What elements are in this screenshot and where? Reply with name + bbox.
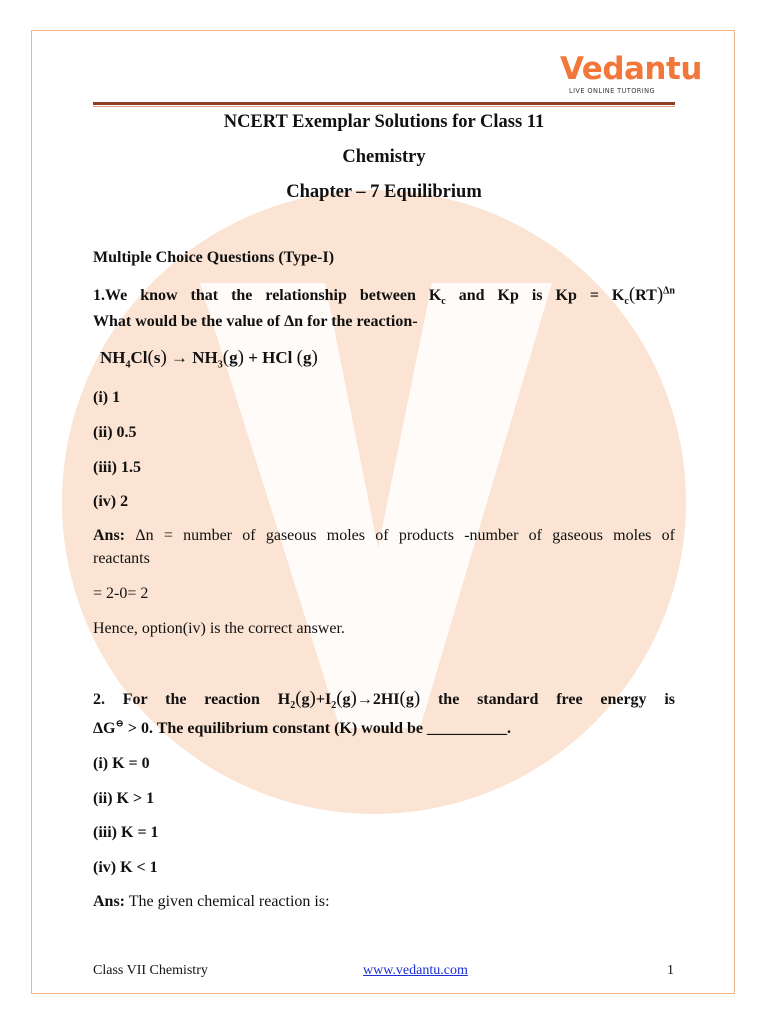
q1-kp: Kp xyxy=(497,287,519,304)
q2-answer-label: Ans: xyxy=(93,893,126,910)
subject-title: Chemistry xyxy=(342,147,426,167)
header-rule xyxy=(93,102,675,105)
q2-option-2: (ii) K > 1 xyxy=(93,790,155,807)
q1-reaction: $NH_4Cl(s) \to NH_3(g)$ + HCl (g) xyxy=(100,347,318,371)
q1-line1 xyxy=(93,284,675,307)
q2-reaction: $H_2(g)+I_2(g)\to 2HI(g)$ xyxy=(277,688,421,712)
q1-conclusion: Hence, option(iv) is the correct answer. xyxy=(93,620,345,637)
q1-and: and xyxy=(458,287,485,304)
q2-option-1: (i) K = 0 xyxy=(93,755,150,772)
q1-kc: $K_c$ xyxy=(428,287,446,308)
chapter-title: Chapter – 7 Equilibrium xyxy=(286,182,482,202)
logo-wordmark: Vedantu xyxy=(560,51,702,87)
q2-line1 xyxy=(93,688,675,711)
q1-line2: What would be the value of Δn for the reaction- xyxy=(93,313,418,330)
q2-line2: ΔG⊖ > 0. The equilibrium constant (K) would be __________. xyxy=(93,718,511,737)
logo-tagline: LIVE ONLINE TUTORING xyxy=(569,87,655,95)
q2-option-4: (iv) K < 1 xyxy=(93,859,158,876)
q1-answer-cont: reactants xyxy=(93,550,150,567)
footer-website-link[interactable]: www.vedantu.com xyxy=(363,963,468,978)
q1-answer xyxy=(93,525,675,547)
q1-option-4: (iv) 2 xyxy=(93,493,129,510)
section-heading: Multiple Choice Questions (Type-I) xyxy=(93,249,335,266)
vedantu-logo xyxy=(560,51,702,96)
q2-answer-text: The given chemical reaction is: xyxy=(128,893,330,910)
document-title: NCERT Exemplar Solutions for Class 11 xyxy=(223,112,545,132)
q1-lead-text: We know that the relationship between xyxy=(105,287,416,304)
q2-answer xyxy=(93,891,675,913)
reaction-arrow: → xyxy=(171,348,189,367)
q1-formula: $Kp = K_c(RT)^{\Delta n}$ xyxy=(555,284,675,308)
q1-calculation: = 2-0= 2 xyxy=(93,585,149,602)
page-number: 1 xyxy=(667,963,674,978)
q1-option-1: (i) 1 xyxy=(93,389,121,406)
q1-is: is xyxy=(531,287,543,304)
footer-left: Class VII Chemistry xyxy=(93,963,208,978)
header-rule-thin xyxy=(93,106,675,107)
q1-answer-label: Ans: xyxy=(93,527,126,544)
q2-lead: 2. For the reaction xyxy=(93,691,260,708)
q2-tail: the standard free energy is xyxy=(437,691,675,708)
q2-option-3: (iii) K = 1 xyxy=(93,824,159,841)
q1-option-3: (iii) 1.5 xyxy=(93,459,141,476)
q1-answer-text: Δn = number of gaseous moles of products -number of gaseous moles of xyxy=(135,527,675,544)
q1-option-2: (ii) 0.5 xyxy=(93,424,137,441)
q1-number: 1. xyxy=(93,287,105,304)
